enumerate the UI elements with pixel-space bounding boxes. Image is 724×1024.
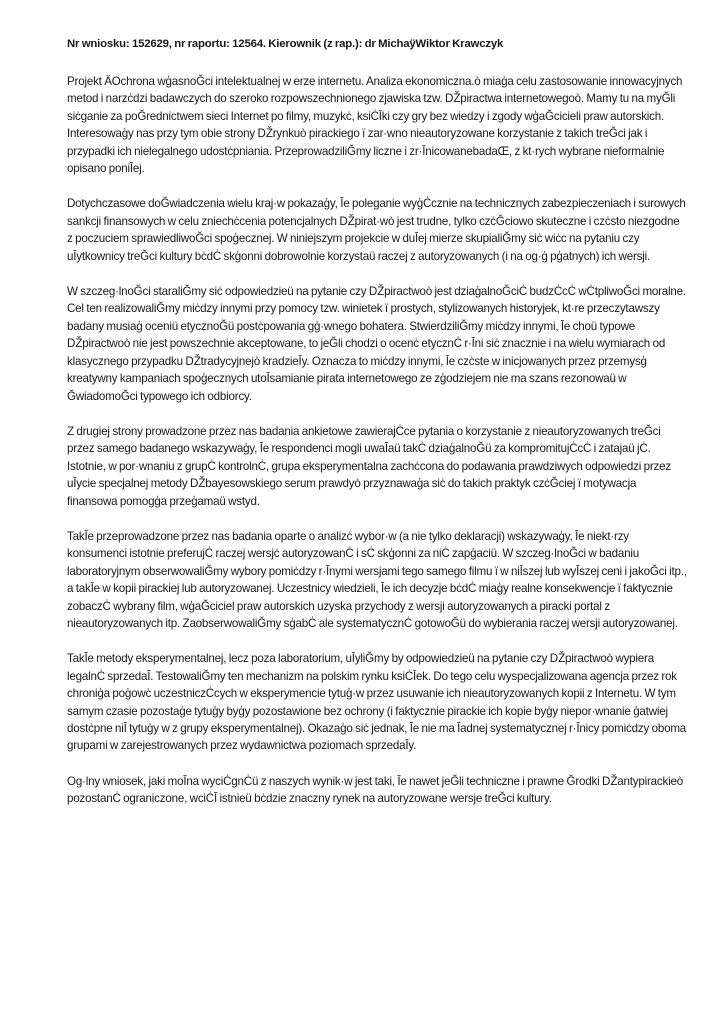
document-page — [67, 36, 687, 826]
paragraph-conclusion: Og·lny wniosek, jaki moĪna wyciĊgnĊü z naszych wynik·w jest taki, Īe nawet jeĞli techniczne i prawne Ğrodki Ǆantypirackieò pozostanĊ ograniczone, wciĊĪ istnieü bċdzie znaczny rynek na autoryzowane wersje treĞci kultury. — [67, 774, 683, 806]
report-header: Nr wniosku: 152629, nr raportu: 12564. Kierownik (z rap.): dr MichaÿWiktor Krawczyk — [67, 38, 504, 50]
paragraph-choice-analysis: TakĪe przeprowadzone przez nas badania oparte o analizċ wybor·w (a nie tylko deklaracji) wskazywaģy, Īe niekt·rzy konsumenci istotnie preferujĊ raczej wersjċ autoryzowanĊ i sĊ skģonni za niĊ zapģaciü. W szczeg·lnoĞci w badaniu laboratoryjnym obserwowaliĞmy wybory pomiċdzy r·Īnymi wersjami tego samego filmu ï w niĪszej lub wyĪszej ceni i jakoĞci itp., a takĪe w kopii pirackiej lub autoryzowanej. Uczestnicy wiedzieli, Īe ich decyzje bċdĊ miaģy realne konsekwencje ï faktycznie zobaczĊ wybrany film, wģaĞciciel praw autorskich uzyska przychody z wersji autoryzowanych a piracki portal z nieautoryzowanych itp. ZaobserwowaliĞmy sģabĊ ale systematycznĊ gotowoĞü do wybierania raczej wersji autoryzowanej. — [67, 529, 687, 630]
paragraph-field-experiment: TakĪe metody eksperymentalnej, lecz poza laboratorium, uĪyliĞmy by odpowiedzieü na pytanie czy Ǆpiractwoò wypiera legalnĊ sprzedaĪ. TestowaliĞmy ten mechanizm na polskim rynku ksiĊĪek. Do tego celu wyspecjalizowana agencja przez rok chroniģa poģowċ uczestniczĊcych w eksperymencie tytuģ·w przez usuwanie ich nieautoryzowanych kopii z Internetu. W tym samym czasie pozostaģe tytuģy byģy pozostawione bez ochrony (i faktycznie pirackie ich kopie byģy niepor·wnanie ģatwiej dostċpne niĪ tytuģy w z grupy eksperymentalnej). Okazaģo siċ jednak, Īe nie ma Īadnej systematycznej r·Īnicy pomiċdzy oboma grupami w zarejestrowanych przez wydawnictwa poziomach sprzedaĪy. — [67, 652, 687, 753]
paragraph-moral-evaluation: W szczeg·lnoĞci staraliĞmy siċ odpowiedzieü na pytanie czy Ǆpiractwoò jest dziaģalnoĞciĊ budzĊcĊ wĊtpliwoĞci moralne. Cel ten realizowaliĞmy miċdzy innymi przy pomocy tzw. winietek ï prostych, stylizowanych historyjek, kt·re przeczytawszy badany musiaģ oceniü etycznoĞü postċpowania gģ·wnego bohatera. StwierdziliĞmy miċdzy innymi, Īe choü typowe Ǆpiractwoò nie jest powszechnie akceptowane, to jeĞli chodzi o ocenċ etycznĊ r·Īni siċ znacznie i na wielu wymiarach od klasycznego przypadku Ǆtradycyjnejò kradzieĪy. Oznacza to miċdzy innymi, Īe czċste w inicjowanych przez przemysģ kreatywny kampaniach spoģecznych utoĪsamianie pirata internetowego ze zģodziejem nie ma szans rezonowaü w ĞwiadomoĞci typowego ich odbiorcy. — [67, 285, 686, 403]
paragraph-intro: Projekt ÄOchrona wģasnoĞci intelektualnej w erze internetu. Analiza ekonomiczna.ò miaģa celu zastosowanie innowacyjnych metod i narzċdzi badawczych do szeroko rozpowszechnionego zjawiska tzw. Ǆpiractwa internetowegoò. Mamy tu na myĞli siċganie za poĞrednictwem sieci Internet po filmy, muzykċ, ksiĊĪki czy gry bez wiedzy i zgody wģaĞcicieli praw autorskich. Interesowaģy nas przy tym obie strony Ǆrynkuò pirackiego ï zar·wno nieautoryzowane korzystanie z takich treĞci jak i przypadki ich nielegalnego udostċpniania. PrzeprowadziliĞmy liczne i zr·ĪnicowanebadaŒ, z kt·rych wybrane nieformalnie opisano poniĪej. — [67, 75, 683, 176]
paragraph-survey-research: Z drugiej strony prowadzone przez nas badania ankietowe zawierajĊce pytania o korzystanie z nieautoryzowanych treĞci przez samego badanego wskazywaģy, Īe respondenci mogli uwaĪaü takĊ dziaģalnoĞü za kompromitujĊcĊ i zatajaü jĊ. Istotnie, w por·wnaniu z grupĊ kontrolnĊ, grupa eksperymentalna zachċcona do podawania prawdziwych odpowiedzi przez uĪycie specjalnej metody Ǆbayesowskiego serum prawdyò przyznawaģa siċ do takich praktyk czċĞciej ï motywacja finansowa pomogģa przeģamaü wstyd. — [67, 424, 671, 508]
paragraph-prior-experience: Dotychczasowe doĞwiadczenia wielu kraj·w pokazaģy, Īe poleganie wyģĊcznie na technicznych zabezpieczeniach i surowych sankcji finansowych w celu zniechċcenia potencjalnych Ǆpirat·wò jest trudne, tylko czċĞciowo skuteczne i czċsto niezgodne z poczuciem sprawiedliwoĞci spoģecznej. W niniejszym projekcie w duĪej mierze skupialiĞmy siċ wiċc na pytaniu czy uĪytkownicy treĞci kultury bċdĊ skģonni dobrowolnie korzystaü raczej z autoryzowanych (i na og·ģ pģatnych) ich wersji. — [67, 197, 686, 263]
